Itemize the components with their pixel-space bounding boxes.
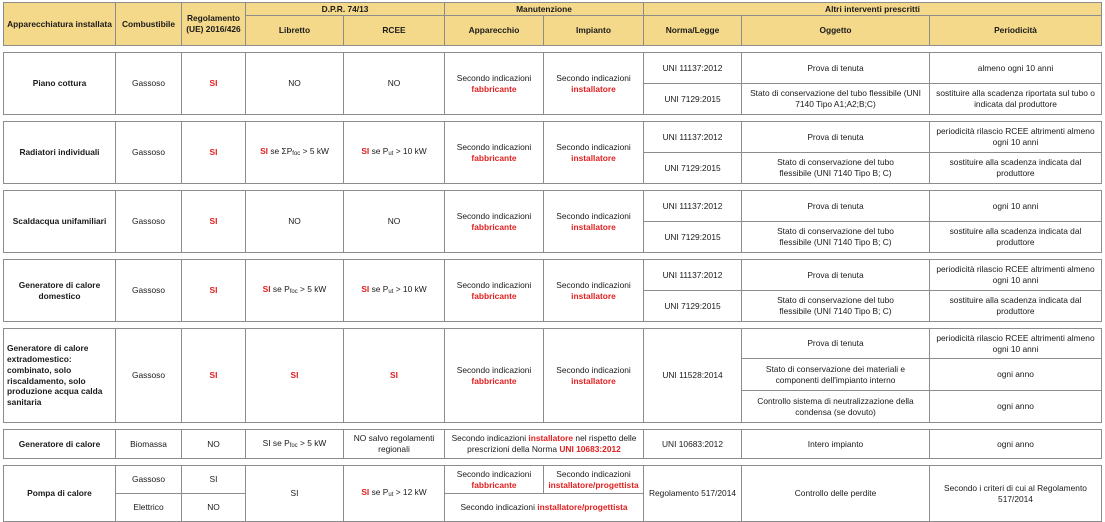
sost-line1: sostituire alla scadenza indicata dal [949,295,1082,306]
maint-text: Secondo indicazioni [456,468,532,479]
periodicita-cell: ogni anno [930,359,1102,391]
norma-cell: UNI 11137:2012 [644,191,742,222]
maint-who: fabbricante [471,221,517,232]
stato-line2: flessibile (UNI 7140 Tipo B; C) [779,306,892,316]
regulation-cell: SI [182,53,246,115]
maint-who: fabbricante [471,83,517,94]
si-mark: SI [361,146,370,157]
periodicita-cell: Secondo i criteri di cui al Regolamento 517/2014 [930,466,1102,522]
periodicita-cell: ogni 10 anni [930,191,1102,222]
appliance-name: Radiatori individuali [4,122,116,184]
periodicita-cell [930,291,1102,322]
norma-cell: UNI 7129:2015 [644,291,742,322]
oggetto-cell: Prova di tenuta [742,329,930,359]
appliance-name: Generatore di calore extradomestico: combinato, solo riscaldamento, solo produzione acqua calda sanitaria [4,329,116,423]
periodicita-cell: ogni anno [930,430,1102,459]
regulation-cell: SI [182,260,246,322]
header-periodicita: Periodicità [930,16,1102,46]
maint-impianto-cell [544,191,644,253]
maint-text: Secondo indicazioni [456,141,532,152]
appliance-name: Pompa di calore [4,466,116,522]
power-symbol: P [382,487,389,498]
rcee-cell: NO salvo regolamenti regionali [344,430,445,459]
rcee-cell: NO [344,53,445,115]
fuel-cell: Gassoso [116,191,182,253]
power-subscript: ut [388,492,394,499]
power-symbol: P [284,284,290,295]
threshold-text: > 10 kW [395,284,427,295]
oggetto-cell [742,291,930,322]
periodicita-cell [930,153,1102,184]
maint-impianto-cell [544,260,644,322]
maint-text: Secondo indicazioni [556,72,631,83]
regulation-cell: SI [182,329,246,423]
maint-text: Secondo indicazioni [451,433,527,444]
sost-line1: sostituire alla scadenza indicata dal [949,157,1082,168]
libretto-text: SI se P [262,437,290,448]
header-apparecchio: Apparecchio [445,16,544,46]
rcee-cell: NO [344,191,445,253]
maint-norma: UNI 10683:2012 [559,444,621,454]
periodicita-cell: periodicità rilascio RCEE altrimenti almeno ogni 10 anni [930,260,1102,291]
rcee-cell: SI [344,329,445,423]
norma-cell: UNI 7129:2015 [644,84,742,115]
maint-text: Secondo indicazioni [556,364,631,375]
fuel-cell: Biomassa [116,430,182,459]
table-row [4,430,1102,459]
norma-cell: UNI 11137:2012 [644,260,742,291]
se-text: se [371,146,381,157]
maint-who: installatore [571,290,616,301]
libretto-cell [246,122,344,184]
se-text: se [270,146,280,157]
se-text: se [371,487,381,498]
si-mark: SI [361,487,370,498]
header-combustibile: Combustibile [116,3,182,46]
maint-who: installatore [571,375,616,386]
si-mark: SI [260,146,268,157]
oggetto-cell: Prova di tenuta [742,122,930,153]
header-norma: Norma/Legge [644,16,742,46]
maint-text-2: nel rispetto delle [575,433,637,444]
oggetto-cell: Prova di tenuta [742,260,930,291]
libretto-cell: NO [246,53,344,115]
maint-text: Secondo indicazioni [456,279,532,290]
maint-who: installatore/progettista [537,502,628,513]
fuel-cell: Gassoso [116,122,182,184]
stato-line2: flessibile (UNI 7140 Tipo B; C) [779,237,892,247]
power-subscript: foc [292,151,301,158]
maint-combined-cell [445,494,644,522]
table-row [4,122,1102,153]
table-row [4,466,1102,494]
regulation-cell: NO [182,430,246,459]
si-mark: SI [262,284,271,295]
stato-line1: Stato di conservazione del tubo [777,295,894,306]
oggetto-cell: Stato di conservazione del tubo flessibile (UNI 7140 Tipo A1;A2;B;C) [742,84,930,115]
stato-line2: flessibile (UNI 7140 Tipo B; C) [779,168,892,178]
table-row [4,53,1102,84]
libretto-cell [246,260,344,322]
maint-who: installatore [571,152,616,163]
norma-cell: UNI 11528:2014 [644,329,742,423]
periodicita-cell: periodicità rilascio RCEE altrimenti almeno ogni 10 anni [930,122,1102,153]
se-text: se [371,284,381,295]
periodicita-cell: ogni anno [930,391,1102,423]
periodicita-cell: sostituire alla scadenza riportata sul tubo o indicata dal produttore [930,84,1102,115]
maint-apparecchio-cell [445,466,544,494]
periodicita-cell [930,222,1102,253]
power-symbol: P [382,284,389,295]
libretto-cell [246,430,344,459]
maint-apparecchio-cell [445,329,544,423]
table-row [4,260,1102,291]
oggetto-cell: Intero impianto [742,430,930,459]
power-subscript: foc [289,442,298,449]
se-text: se [272,284,282,295]
norma-cell: UNI 11137:2012 [644,122,742,153]
stato-line1: Stato di conservazione del tubo [777,157,894,168]
sost-line1: sostituire alla scadenza indicata dal [949,226,1082,237]
periodicita-cell: periodicità rilascio RCEE altrimenti almeno ogni 10 anni [930,329,1102,359]
libretto-cell: SI [246,329,344,423]
oggetto-cell: Prova di tenuta [742,191,930,222]
maint-apparecchio-cell [445,260,544,322]
maint-text: Secondo indicazioni [556,141,631,152]
threshold-text: > 5 kW [300,437,327,448]
appliance-name: Generatore di calore domestico [4,260,116,322]
stato-line1: Stato di conservazione del tubo [777,226,894,237]
header-altri-interventi: Altri interventi prescritti [644,3,1102,16]
maint-text: Secondo indicazioni [556,468,631,479]
maint-who: fabbricante [471,479,517,490]
threshold-text: > 12 kW [395,487,427,498]
header-libretto: Libretto [246,16,344,46]
appliance-name: Scaldacqua unifamiliari [4,191,116,253]
table-row [4,329,1102,359]
maint-impianto-cell [544,466,644,494]
table-row [4,191,1102,222]
oggetto-cell [742,153,930,184]
regulation-cell: NO [182,494,246,522]
appliance-name: Generatore di calore [4,430,116,459]
threshold-text: > 5 kW [300,284,327,295]
regulation-cell: SI [182,122,246,184]
maint-impianto-cell [544,53,644,115]
maint-text: Secondo indicazioni [456,364,532,375]
maint-who: fabbricante [471,375,517,386]
maint-impianto-cell [544,122,644,184]
rcee-cell [344,122,445,184]
maint-who: installatore [528,433,574,444]
header-dpr: D.P.R. 74/13 [246,3,445,16]
si-mark: SI [361,284,370,295]
maint-combined-cell [445,430,644,459]
threshold-text: > 5 kW [302,146,329,157]
oggetto-cell: Controllo sistema di neutralizzazione della condensa (se dovuto) [742,391,930,423]
maint-text: Secondo indicazioni [456,210,532,221]
oggetto-cell: Controllo delle perdite [742,466,930,522]
oggetto-cell [742,222,930,253]
header-regolamento: Regolamento (UE) 2016/426 [182,3,246,46]
header-impianto: Impianto [544,16,644,46]
rcee-cell [344,466,445,522]
rcee-cell [344,260,445,322]
regulation-cell: SI [182,466,246,494]
threshold-text: > 10 kW [395,146,427,157]
norma-cell: UNI 10683:2012 [644,430,742,459]
header-rcee: RCEE [344,16,445,46]
fuel-cell: Gassoso [116,260,182,322]
sost-line2: produttore [996,306,1035,316]
maint-who: installatore/progettista [548,479,639,490]
appliance-name: Piano cottura [4,53,116,115]
maint-who: installatore [571,221,616,232]
fuel-cell: Gassoso [116,53,182,115]
power-subscript: ut [388,151,394,158]
regulation-cell: SI [182,191,246,253]
maint-apparecchio-cell [445,191,544,253]
maint-text: Secondo indicazioni [456,72,532,83]
power-subscript: ut [388,289,394,296]
maint-apparecchio-cell [445,53,544,115]
maint-who: installatore [571,83,616,94]
power-symbol: P [382,146,389,157]
header-apparecchiatura: Apparecchiatura installata [4,3,116,46]
maint-text: Secondo indicazioni [556,210,631,221]
maint-text-3: prescrizioni della Norma [467,444,558,454]
fuel-cell: Elettrico [116,494,182,522]
maintenance-table [3,2,1102,522]
maint-who: fabbricante [471,290,517,301]
oggetto-cell: Prova di tenuta [742,53,930,84]
power-subscript: foc [289,289,298,296]
maint-apparecchio-cell [445,122,544,184]
libretto-cell: SI [246,466,344,522]
oggetto-cell: Stato di conservazione dei materiali e componenti dell'impianto interno [742,359,930,391]
maint-text: Secondo indicazioni [460,502,535,513]
norma-cell: UNI 7129:2015 [644,153,742,184]
power-symbol: ΣP [281,146,293,157]
norma-cell: UNI 7129:2015 [644,222,742,253]
maint-text: Secondo indicazioni [556,279,631,290]
norma-cell: UNI 11137:2012 [644,53,742,84]
periodicita-cell: almeno ogni 10 anni [930,53,1102,84]
fuel-cell: Gassoso [116,466,182,494]
header-manutenzione: Manutenzione [445,3,644,16]
fuel-cell: Gassoso [116,329,182,423]
sost-line2: produttore [996,168,1035,178]
header-oggetto: Oggetto [742,16,930,46]
sost-line2: produttore [996,237,1035,247]
libretto-cell: NO [246,191,344,253]
maint-impianto-cell [544,329,644,423]
maint-who: fabbricante [471,152,517,163]
norma-cell: Regolamento 517/2014 [644,466,742,522]
